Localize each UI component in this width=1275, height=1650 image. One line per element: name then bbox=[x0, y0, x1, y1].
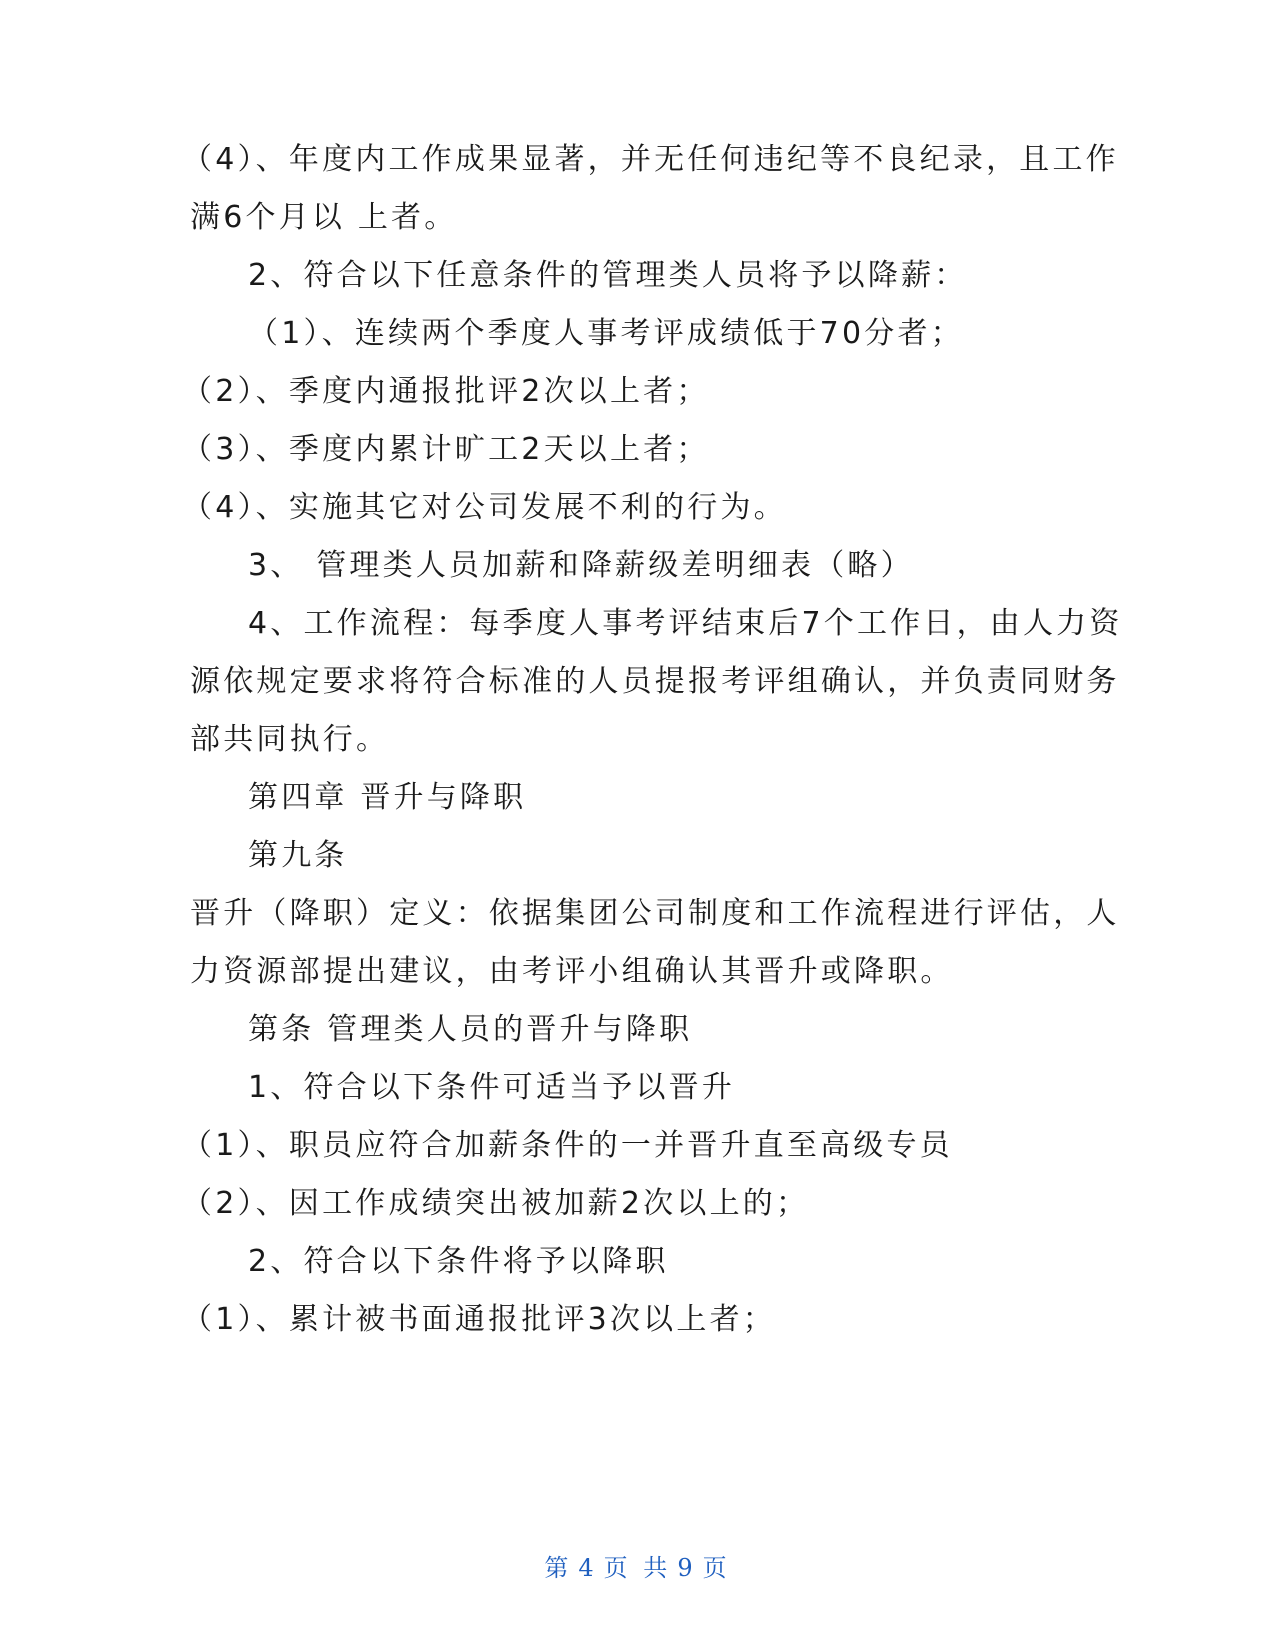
text-line: （1）、职员应符合加薪条件的一并晋升直至高级专员 bbox=[182, 1128, 953, 1163]
article-heading: 第条 管理类人员的晋升与降职 bbox=[248, 1012, 693, 1047]
text-line: 满6个月以 上者。 bbox=[190, 200, 458, 235]
footer-total-pages: 9 bbox=[677, 1554, 697, 1582]
chapter-heading: 第四章 晋升与降职 bbox=[248, 780, 527, 815]
text-line: 部共同执行。 bbox=[190, 722, 390, 757]
text-line: 晋升（降职）定义：依据集团公司制度和工作流程进行评估，人 bbox=[190, 896, 1120, 931]
text-line: （2）、季度内通报批评2次以上者； bbox=[182, 374, 710, 409]
text-line: （1）、连续两个季度人事考评成绩低于70分者； bbox=[248, 316, 964, 351]
text-line: 力资源部提出建议，由考评小组确认其晋升或降职。 bbox=[190, 954, 954, 989]
text-line: （3）、季度内累计旷工2天以上者； bbox=[182, 432, 710, 467]
text-line: 2、符合以下条件将予以降职 bbox=[248, 1244, 669, 1279]
footer-label-page: 第 bbox=[544, 1554, 573, 1582]
footer-label-of: 页 共 bbox=[603, 1554, 672, 1582]
text-line: （4）、年度内工作成果显著，并无任何违纪等不良纪录，且工作 bbox=[182, 142, 1119, 177]
text-line: 4、工作流程：每季度人事考评结束后7个工作日，由人力资 bbox=[248, 606, 1123, 641]
text-line: 2、符合以下任意条件的管理类人员将予以降薪： bbox=[248, 258, 968, 293]
text-line: 1、符合以下条件可适当予以晋升 bbox=[248, 1070, 736, 1105]
article-heading: 第九条 bbox=[248, 838, 348, 873]
page-footer bbox=[0, 1548, 1275, 1583]
footer-label-pages: 页 bbox=[702, 1554, 731, 1582]
text-line: 3、 管理类人员加薪和降薪级差明细表（略） bbox=[248, 548, 914, 583]
text-line: （4）、实施其它对公司发展不利的行为。 bbox=[182, 490, 787, 525]
text-line: （2）、因工作成绩突出被加薪2次以上的； bbox=[182, 1186, 810, 1221]
text-line: 源依规定要求将符合标准的人员提报考评组确认，并负责同财务 bbox=[190, 664, 1120, 699]
footer-current-page: 4 bbox=[578, 1554, 598, 1582]
text-line: （1）、累计被书面通报批评3次以上者； bbox=[182, 1302, 776, 1337]
